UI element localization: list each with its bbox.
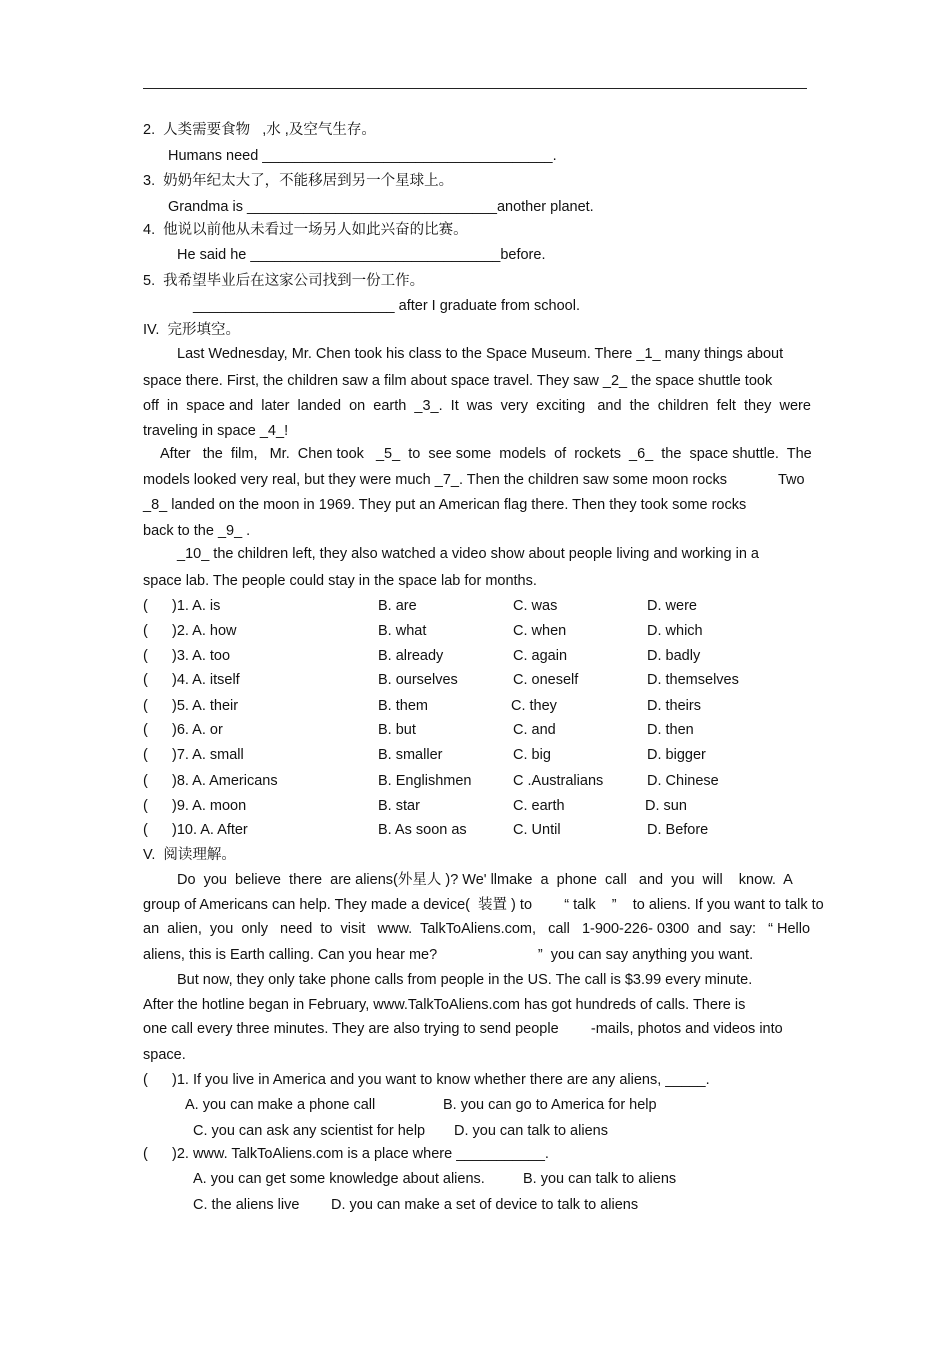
translation-4-english: He said he _______________________________before.: [177, 247, 546, 263]
cloze-q8-option-c: C .Australians: [513, 773, 604, 789]
cloze-q4-option-a: ( )4. A. itself: [143, 672, 240, 688]
cloze-q3-option-c: C. again: [513, 648, 568, 664]
reading-q1-option-a: A. you can make a phone call: [185, 1097, 376, 1113]
reading-q1-option-c: C. you can ask any scientist for help: [193, 1123, 426, 1139]
reading-passage-line: aliens, this is Earth calling. Can you hear me? ” you can say anything you want.: [143, 947, 754, 963]
cloze-q5-option-d: D. theirs: [647, 698, 701, 714]
cloze-passage-line: _8_ landed on the moon in 1969. They put an American flag there. Then they took some rocks: [143, 497, 747, 513]
cloze-passage-line: _10_ the children left, they also watched a video show about people living and working in a: [177, 546, 759, 562]
cloze-passage-line: After the film, Mr. Chen took _5_ to see some models of rockets _6_ the space shuttle. The: [160, 446, 812, 462]
cloze-passage-line: space lab. The people could stay in the space lab for months.: [143, 573, 537, 589]
cloze-q7-option-a: ( )7. A. small: [143, 747, 244, 763]
reading-passage-line: group of Americans can help. They made a device( 装置 ) to “ talk ” to aliens. If you want to talk to: [143, 897, 824, 913]
cloze-passage-line: Last Wednesday, Mr. Chen took his class to the Space Museum. There _1_ many things about: [177, 346, 784, 362]
cloze-q6-option-c: C. and: [513, 722, 556, 738]
cloze-q2-option-b: B. what: [378, 623, 427, 639]
cloze-q8-option-d: D. Chinese: [647, 773, 719, 789]
cloze-q1-option-a: ( )1. A. is: [143, 598, 221, 614]
cloze-q10-option-c: C. Until: [513, 822, 561, 838]
cloze-q3-option-b: B. already: [378, 648, 444, 664]
translation-2-chinese: 2. 人类需要食物 ,水 ,及空气生存。: [143, 122, 376, 138]
cloze-q9-option-c: C. earth: [513, 798, 565, 814]
cloze-q5-option-a: ( )5. A. their: [143, 698, 239, 714]
cloze-q2-option-a: ( )2. A. how: [143, 623, 237, 639]
cloze-q10-option-a: ( )10. A. After: [143, 822, 248, 838]
header-rule: [143, 88, 807, 89]
cloze-q9-option-b: B. star: [378, 798, 420, 814]
cloze-passage-line: traveling in space _4_!: [143, 423, 289, 439]
cloze-q7-option-c: C. big: [513, 747, 551, 763]
cloze-q1-option-d: D. were: [647, 598, 697, 614]
cloze-q10-option-d: D. Before: [647, 822, 709, 838]
cloze-q5-option-b: B. them: [378, 698, 428, 714]
translation-4-chinese: 4. 他说以前他从未看过一场另人如此兴奋的比赛。: [143, 222, 468, 238]
translation-5-english: _________________________ after I graduate from school.: [193, 298, 580, 314]
cloze-q8-option-b: B. Englishmen: [378, 773, 472, 789]
reading-passage-line: one call every three minutes. They are also trying to send people -mails, photos and videos into: [143, 1021, 783, 1037]
reading-q2-option-c: C. the aliens live: [193, 1197, 300, 1213]
cloze-q9-option-d: D. sun: [645, 798, 687, 814]
reading-q1-stem: ( )1. If you live in America and you want to know whether there are any aliens, _____.: [143, 1072, 710, 1088]
reading-passage-line: an alien, you only need to visit www. TalkToAliens.com, call 1-900-226- 0300 and say: “ Hello: [143, 921, 811, 937]
cloze-passage-line: back to the _9_ .: [143, 523, 251, 539]
translation-5-chinese: 5. 我希望毕业后在这家公司找到一份工作。: [143, 273, 425, 289]
reading-passage-line: But now, they only take phone calls from people in the US. The call is $3.99 every minute.: [177, 972, 753, 988]
reading-q1-option-d: D. you can talk to aliens: [454, 1123, 608, 1139]
cloze-q1-option-b: B. are: [378, 598, 417, 614]
reading-passage-line: space.: [143, 1047, 186, 1063]
translation-3-english: Grandma is _______________________________another planet.: [168, 199, 594, 215]
cloze-heading: IV. 完形填空。: [143, 322, 240, 338]
cloze-q9-option-a: ( )9. A. moon: [143, 798, 247, 814]
cloze-q7-option-d: D. bigger: [647, 747, 706, 763]
translation-3-chinese: 3. 奶奶年纪太大了，不能移居到另一个星球上。: [143, 173, 454, 189]
reading-q2-stem: ( )2. www. TalkToAliens.com is a place where ___________.: [143, 1146, 549, 1162]
reading-q2-option-a: A. you can get some knowledge about aliens.: [193, 1171, 485, 1187]
cloze-q6-option-a: ( )6. A. or: [143, 722, 223, 738]
cloze-q6-option-d: D. then: [647, 722, 694, 738]
cloze-q10-option-b: B. As soon as: [378, 822, 467, 838]
cloze-q1-option-c: C. was: [513, 598, 558, 614]
cloze-q4-option-b: B. ourselves: [378, 672, 458, 688]
cloze-q4-option-d: D. themselves: [647, 672, 739, 688]
cloze-q8-option-a: ( )8. A. Americans: [143, 773, 278, 789]
cloze-q7-option-b: B. smaller: [378, 747, 443, 763]
cloze-q4-option-c: C. oneself: [513, 672, 579, 688]
cloze-q2-option-d: D. which: [647, 623, 703, 639]
cloze-passage-line: off in space and later landed on earth _3_. It was very exciting and the children felt they were: [143, 398, 811, 414]
reading-q1-option-b: B. you can go to America for help: [443, 1097, 657, 1113]
cloze-q5-option-c: C. they: [511, 698, 557, 714]
reading-heading: V. 阅读理解。: [143, 847, 236, 863]
cloze-q3-option-d: D. badly: [647, 648, 701, 664]
reading-q2-option-d: D. you can make a set of device to talk to aliens: [331, 1197, 639, 1213]
reading-passage-line: Do you believe there are aliens(外星人 )? We' llmake a phone call and you will know. A: [177, 872, 793, 888]
cloze-q2-option-c: C. when: [513, 623, 567, 639]
cloze-passage-line: space there. First, the children saw a film about space travel. They saw _2_ the space shuttle took: [143, 373, 773, 389]
cloze-passage-line: Two: [778, 472, 805, 488]
reading-passage-line: After the hotline began in February, www.TalkToAliens.com has got hundreds of calls. There is: [143, 997, 746, 1013]
translation-2-english: Humans need ____________________________________.: [168, 148, 557, 164]
cloze-q6-option-b: B. but: [378, 722, 416, 738]
reading-q2-option-b: B. you can talk to aliens: [523, 1171, 677, 1187]
cloze-q3-option-a: ( )3. A. too: [143, 648, 231, 664]
cloze-passage-line: models looked very real, but they were much _7_. Then the children saw some moon rocks: [143, 472, 728, 488]
